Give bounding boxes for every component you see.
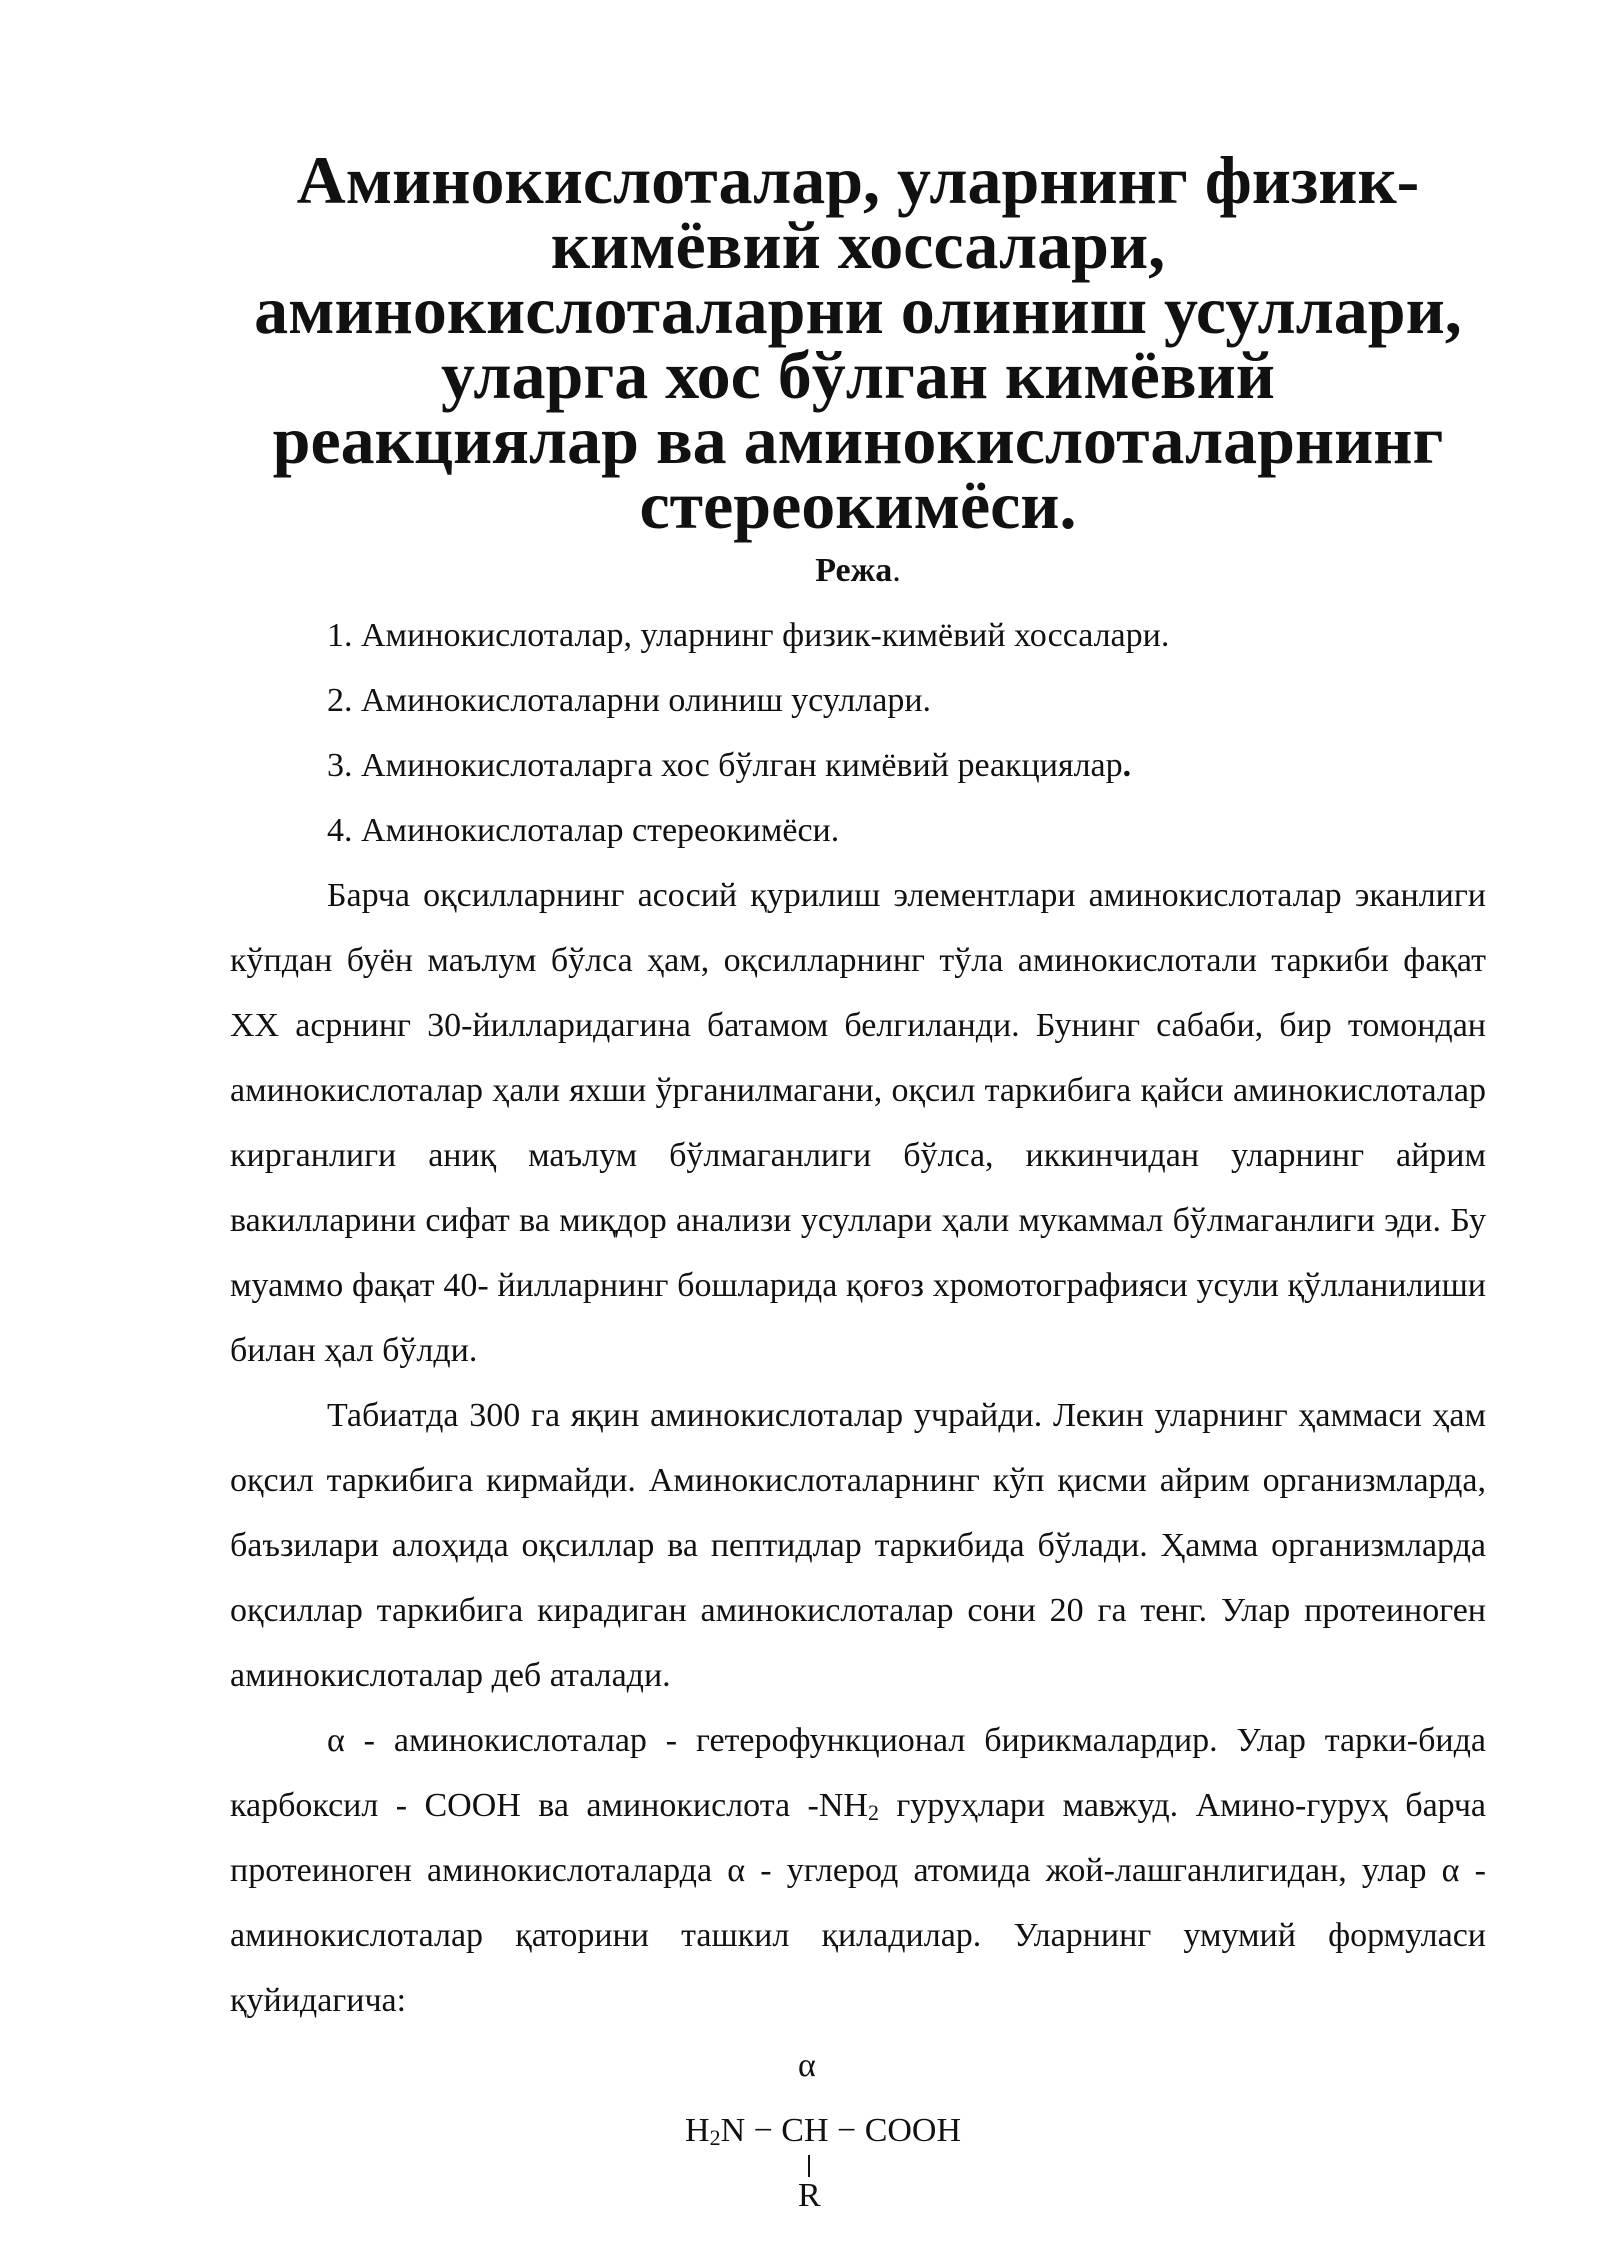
formula-rest: N − CH − COOH: [720, 2112, 962, 2149]
plan-list: [230, 603, 1486, 863]
formula-r-group: R: [798, 2177, 821, 2214]
general-formula: [230, 2033, 1486, 2233]
formula-alpha-label: α: [798, 2047, 816, 2084]
plan-item: [230, 733, 1486, 798]
paragraph-3-part-1: α - аминокислоталар - гетерофункционал бирикмалардир. Улар тарки-бида карбоксил - COOH ва аминокислота -NH: [230, 1722, 1486, 1824]
plan-item-text: 4. Аминокислоталар стереокимёси.: [327, 812, 840, 849]
plan-heading: [230, 538, 1486, 603]
formula-h-subscript: 2: [709, 2125, 721, 2150]
paragraph-1: Барча оқсилларнинг асосий қурилиш элементлари аминокислоталар эканлиги кўпдан буён маълум бўлса ҳам, оқсилларнинг тўла аминокислотали таркиби фақат XX асрнинг 30-йилларидагина батамом белгиланди. Бунинг сабаби, бир томондан аминокислоталар ҳали яхши ўрганилмагани, оқсил таркибига қайси аминокислоталар кирганлиги аниқ маълум бўлмаганлиги бўлса, иккинчидан уларнинг айрим вакилларини сифат ва миқдор анализи усуллари ҳали мукаммал бўлмаганлиги эди. Бу муаммо фақат 40- йилларнинг бошларида қоғоз хромотографияси усули қўлланилиши билан ҳал бўлди.: [230, 877, 1486, 1369]
plan-item: [230, 798, 1486, 863]
plan-item-text: 1. Аминокислоталар, уларнинг физик-кимёвий хоссалари.: [327, 617, 1170, 654]
document-page: [230, 142, 1487, 2233]
document-title: [230, 142, 1486, 543]
paragraph-2: Табиатда 300 га яқин аминокислоталар учрайди. Лекин уларнинг ҳаммаси ҳам оқсил таркибига кирмайди. Аминокислоталарнинг кўп қисми айрим организмларда, баъзилари алоҳида оқсиллар ва пептидлар таркибида бўлади. Ҳамма организмларда оқсиллар таркибига кирадиган аминокислоталар сони 20 га тенг. Улар протеиноген аминокислоталар деб аталади.: [230, 1397, 1486, 1694]
title-line-3: реакциялар ва аминокислоталарнинг стереокимёси.: [272, 402, 1444, 543]
plan-item: [230, 603, 1486, 668]
title-line-2: аминокислоталарни олиниш усуллари, уларга хос бўлган кимёвий: [254, 272, 1462, 413]
paragraph-3: [230, 1708, 1486, 2033]
plan-heading-text: Режа: [815, 552, 893, 589]
formula-h: H: [685, 2112, 710, 2149]
plan-item-dot: .: [1122, 747, 1132, 784]
plan-item-text: 3. Аминокислоталарга хос бўлган кимёвий реакциялар: [327, 747, 1123, 784]
formula-main-line: [685, 2098, 961, 2163]
plan-item-text: 2. Аминокислоталарни олиниш усуллари.: [327, 682, 932, 719]
title-line-1: Аминокислоталар, уларнинг физик-кимёвий хоссалари,: [296, 142, 1420, 283]
plan-heading-dot: .: [892, 552, 901, 589]
plan-item: [230, 668, 1486, 733]
paragraph-3-part-2: гуруҳлари мавжуд. Амино-гуруҳ барча протеиноген аминокислоталарда α - углерод атомида жой-лашганлигидан, улар α - аминокислоталар қаторини ташкил қиладилар. Уларнинг умумий формуласи қуйидагича:: [230, 1787, 1487, 2019]
nh2-subscript: 2: [867, 1800, 879, 1825]
